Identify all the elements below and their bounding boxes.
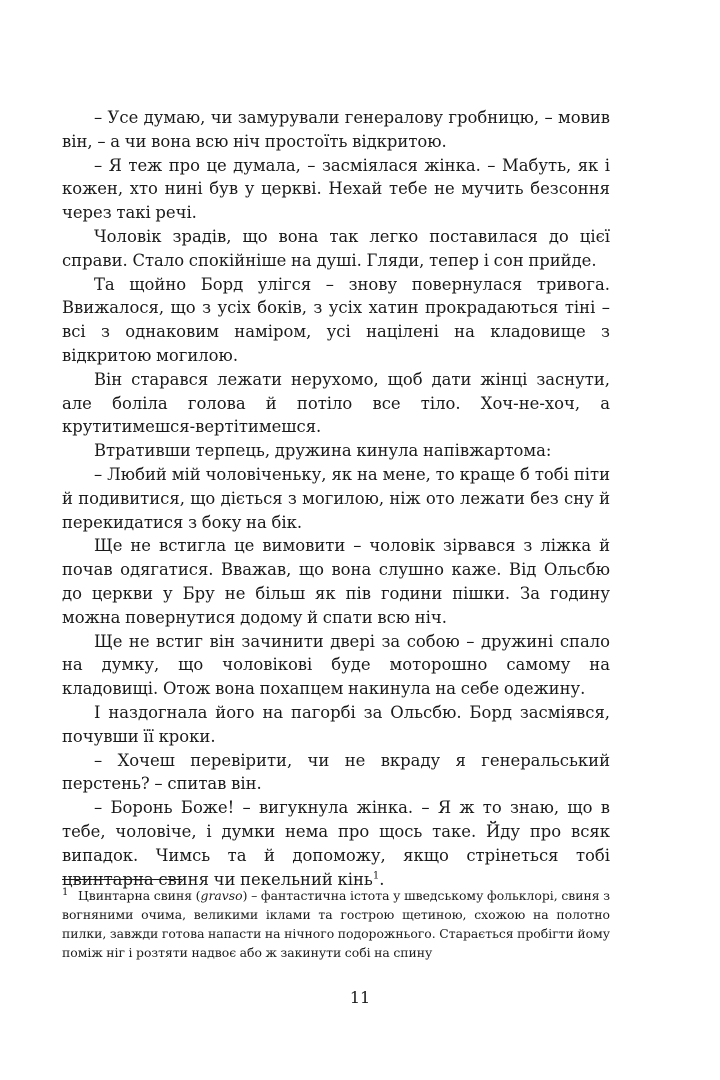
page-number: 11 <box>349 988 371 1007</box>
paragraph: Втративши терпець, дружина кинула напівжартома: <box>94 441 552 461</box>
footnote: 1 Цвинтарна свиня (gravso) – фантастична істота у шведському фольклорі, свиня з вогняними очима, великими іклами та гострою щетиною, схожою на полотно пилки, завжди готова напасти на нічного подорожнього. Старається пробігти йому поміж ніг і розтяти надвоє або ж закинути собі на спину <box>62 886 611 960</box>
paragraph-text: – Боронь Боже! – вигукнула жінка. – Я ж то знаю, що в тебе, чоловіче, і думки нема про щось таке. Йду про всяк випадок. Чимсь та й допоможу, якщо стрінеться тобі цвинтарна свиня чи пекельний кінь <box>62 798 610 889</box>
paragraph: Та щойно Борд улігся – знову повернулася тривога. Ввижалося, що з усіх боків, з усіх хатин прокрадаються тіні – всі з однаковим наміром, усі націлені на кладовище з відкритою могилою. <box>62 274 610 365</box>
paragraph: – Я теж про це думала, – засміялася жінка. – Мабуть, як і кожен, хто нині був у церкві. Нехай тебе не мучить безсоння через такі речі. <box>62 155 610 223</box>
paragraph: – Усе думаю, чи замурували генералову гробницю, – мовив він, – а чи вона всю ніч простоїть відкритою. <box>62 108 610 151</box>
footnote-text: ) – фантастична істота у шведському фольклорі, свиня з вогняними очима, великими іклами та гострою щетиною, схожою на полотно пилки, завжди готова напасти на нічного подорожнього. Старається пробігти йому поміж ніг і розтяти надвоє або ж закинути собі на спину <box>62 888 611 960</box>
footnote-reference[interactable]: 1 <box>372 870 380 882</box>
footnote-lead: Цвинтарна свиня ( <box>78 888 201 903</box>
footnote-term: gravso <box>200 888 243 903</box>
footnote-divider <box>62 879 182 880</box>
paragraph: Чоловік зрадів, що вона так легко поставилася до цієї справи. Стало спокійніше на душі. Гляди, тепер і сон прийде. <box>62 226 610 270</box>
paragraph: І наздогнала його на пагорбі за Ольсбю. Борд засміявся, почувши її кроки. <box>62 702 610 746</box>
paragraph: Ще не встигла це вимовити – чоловік зірвався з ліжка й почав одягатися. Вважав, що вона слушно каже. Від Ольсбю до церкви у Бру не більш як пів години пішки. За годину можна повернутися додому й спати всю ніч. <box>62 536 610 627</box>
paragraph: – Хочеш перевірити, чи не вкраду я генеральський перстень? – спитав він. <box>62 750 610 794</box>
paragraph-last: – Боронь Боже! – вигукнула жінка. – Я ж то знаю, що в тебе, чоловіче, і думки нема про щось таке. Йду про всяк випадок. Чимсь та й допоможу, якщо стрінеться тобі цвинтарна свиня чи пекельний кінь$^1$. <box>62 798 610 889</box>
paragraph: – Любий мій чоловіченьку, як на мене, то краще б тобі піти й подивитися, що діється з могилою, ніж ото лежати без сну й перекидатися з боку на бік. <box>62 464 610 532</box>
paragraph: Він старався лежати нерухомо, щоб дати жінці заснути, але боліла голова й потіло все тіло. Хоч-не-хоч, а крутитимешся-вертітимешся. <box>62 369 610 437</box>
body-text <box>62 106 610 891</box>
paragraph: Ще не встиг він зачинити двері за собою – дружині спало на думку, що чоловікові буде моторошно самому на кладовищі. Отож вона похапцем накинула на себе одежину. <box>62 631 610 699</box>
